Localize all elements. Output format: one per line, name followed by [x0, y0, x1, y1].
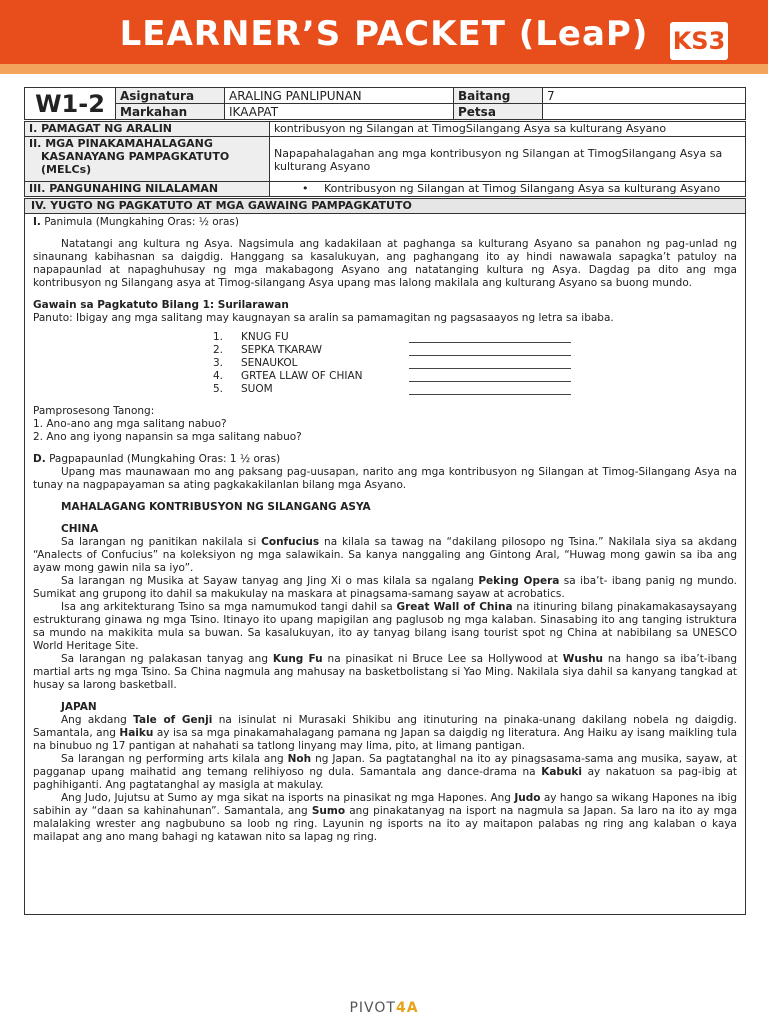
markahan-value: IKAAPAT: [225, 104, 454, 120]
baitang-label: Baitang: [454, 88, 543, 104]
japan-paragraph: Ang akdang Tale of Genji na isinulat ni Murasaki Shikibu ang itinuturing na pinaka-unang dakilang nobela ng daigdig. Samantala, ang Haiku ay isa sa mga pinakamahalagang pamana ng Japan sa daigdig ng literatura. Ang Haiku ay isang maikling tula na binubuo ng 17 pantigan at nahahati sa tatlong linyang may lima, pito, at limang pantigan.: [33, 714, 737, 752]
intro-paragraph: Natatangi ang kultura ng Asya. Nagsimula ang kadakilaan at paghanga sa kulturang Asyano sa panahon ng pag-unlad ng sinaunang kabihasnan sa daigdig. Hanggang sa kasalukuyan, ang paghangang ito ay hindi nawawala sapagka’t patuloy na napapaunlad at napaghuhusay ng mga makabagong Asyano ang natatanging kultura ng Asya. Dagdag pa dito ang mga kontribusyon ng Silangang asya at Timog-silangang Asya upang mas lalong makilala ang kulturang Asyano sa buong mundo.: [33, 238, 737, 289]
china-paragraph: Sa larangan ng palakasan tanyag ang Kung Fu na pinasikat ni Bruce Lee sa Hollywood at Wushu na hango sa iba’t-ibang martial arts ng mga Tsino. Sa China nagmula ang mahusay na basketbolistang si Yao Ming. Nakilala siya dahil sa kanyang tangkad at husay sa larong basketball.: [33, 653, 738, 691]
japan-paragraph: Sa larangan ng performing arts kilala ang Noh ng Japan. Sa pagtatanghal na ito ay pinagsasama-sama ang musika, sayaw, at pagganap upang maihatid ang temang relihiyoso ng dula. Samantala ang dance-drama na Kabuki ay nakatuon sa pag-ibig at paghihiganti. Ang pagtatanghal ay masigla at makulay.: [33, 753, 738, 791]
panuto-text: Panuto: Ibigay ang mga salitang may kaugnayan sa aralin sa pamamagitan ng pagsasaayos ng letra sa ibaba.: [33, 312, 614, 324]
petsa-value: [543, 104, 746, 120]
banner-stripe: [0, 64, 768, 74]
melcs-value: Napapahalagahan ang mga kontribusyon ng Silangan at TimogSilangang Asya sa kulturang Asyano: [270, 137, 746, 182]
pagpapaunlad-heading: [33, 453, 737, 466]
item-word: GRTEA LLAW OF CHIAN: [241, 370, 363, 382]
item-word: KNUG FU: [241, 331, 289, 343]
item-number: 1.: [213, 331, 224, 343]
list-item: [213, 357, 737, 370]
china-paragraph: Sa larangan ng Musika at Sayaw tanyag ang Jing Xi o mas kilala sa ngalang Peking Opera sa iba’t- ibang panig ng mundo. Sumikat ang grupong ito dahil sa makukulay na maskara at pinagsama-samang sayaw at acrobatics.: [33, 575, 738, 600]
pamagat-value: kontribusyon ng Silangan at TimogSilangang Asya sa kulturang Asyano: [270, 122, 746, 137]
asignatura-value: ARALING PANLIPUNAN: [225, 88, 454, 104]
answer-blank[interactable]: [409, 370, 571, 382]
header-table: [24, 87, 746, 120]
panimula-text: Panimula (Mungkahing Oras: ½ oras): [44, 216, 239, 228]
item-number: 2.: [213, 344, 224, 356]
item-number: 5.: [213, 383, 224, 395]
yugto-content: [25, 214, 745, 844]
pamprosesong-title: Pamprosesong Tanong:: [33, 405, 155, 417]
pagpapaunlad-paragraph: Upang mas maunawaan mo ang paksang pag-uusapan, narito ang mga kontribusyon ng Silangan at Timog-Silangang Asya na tunay na nagpapayaman sa ating pagkakakilanlan bilang mga Asyano.: [33, 466, 737, 491]
gawain-title: Gawain sa Pagkatuto Bilang 1: Surilarawan: [33, 299, 289, 311]
pagpapaunlad-num: D.: [33, 453, 46, 465]
melcs-label: [25, 137, 270, 182]
item-word: SEPKA TKARAW: [241, 344, 323, 356]
list-item: [213, 383, 737, 396]
answer-blank[interactable]: [409, 383, 571, 395]
ks3-badge: KS3: [670, 22, 728, 60]
list-item: [213, 344, 737, 357]
yugto-section: [24, 198, 746, 915]
question-item: 2. Ano ang iyong napansin sa mga salitang nabuo?: [33, 431, 302, 443]
nilalaman-value: [270, 182, 746, 197]
china-paragraph: Sa larangan ng panitikan nakilala si Confucius na kilala sa tawag na “dakilang pilosopo ng Tsina.” Nakilala siya sa akdang “Analects of Confucius” na koleksiyon ng mga salawikain. Sa kanya nanggaling ang Gintong Aral, “Huwag mong gawin sa iba ang ayaw mong gawin nila sa iyo”.: [33, 536, 737, 574]
melcs-label-line-1: II. MGA PINAKAMAHALAGANG: [29, 137, 213, 150]
china-heading: CHINA: [61, 523, 99, 535]
asignatura-label: Asignatura: [116, 88, 225, 104]
answer-blank[interactable]: [409, 331, 571, 343]
japan-paragraph: Ang Judo, Jujutsu at Sumo ay mga sikat na isports na pinasikat ng mga Hapones. Ang Judo ay hango sa wikang Hapones na ibig sabihin ay “daan sa kahinahunan”. Samantala, ang Sumo ang pinakatanyag na isport na nagmula sa Japan. Sa laro na ito ay mga malalaking wrester ang nagbubuno sa loob ng ring. Layunin ng isports na ito ay maitapon palabas ng ring ang kalaban o kaya mailapat ang ano mang bahagi ng katawan nito sa lapag ng ring.: [33, 792, 738, 843]
nilalaman-bullet: •: [302, 182, 309, 195]
leap-banner: [0, 0, 768, 74]
melcs-label-line-2: KASANAYANG PAMPAGKATUTO: [41, 150, 230, 163]
question-item: 1. Ano-ano ang mga salitang nabuo?: [33, 418, 227, 430]
answer-blank[interactable]: [409, 357, 571, 369]
nilalaman-label: III. PANGUNAHING NILALAMAN: [25, 182, 270, 197]
item-word: SENAUKOL: [241, 357, 298, 369]
pamagat-label: I. PAMAGAT NG ARALIN: [25, 122, 270, 137]
china-paragraph: Isa ang arkitekturang Tsino sa mga namumukod tangi dahil sa Great Wall of China na itinuring bilang pinakamakasaysayang estrukturang ginawa ng mga Tsino. Itinayo ito upang mapigilan ang paglusob ng mga kalaban. Sinasabing ito ang tanging istruktura sa mundo na makikita mula sa buwan. Sa kasalukuyan, ito ay tanyag bilang isang tourist spot ng China at nabibilang sa UNESCO World Heritage Site.: [33, 601, 737, 652]
item-number: 3.: [213, 357, 224, 369]
item-word: SUOM: [241, 383, 273, 395]
week-label: W1-2: [25, 88, 116, 120]
japan-heading: JAPAN: [61, 701, 97, 713]
pagpapaunlad-text: Pagpapaunlad (Mungkahing Oras: 1 ½ oras): [49, 453, 281, 465]
item-number: 4.: [213, 370, 224, 382]
panimula-num: I.: [33, 216, 41, 228]
markahan-label: Markahan: [116, 104, 225, 120]
baitang-value: 7: [543, 88, 746, 104]
banner-title: LEARNER’S PACKET (LeaP): [119, 14, 649, 54]
sections-table: [24, 121, 746, 197]
list-item: [213, 331, 737, 344]
mahalagang-heading: MAHALAGANG KONTRIBUSYON NG SILANGANG ASYA: [61, 501, 371, 513]
yugto-title: IV. YUGTO NG PAGKATUTO AT MGA GAWAING PAMPAGKATUTO: [25, 199, 745, 214]
nilalaman-text: Kontribusyon ng Silangan at Timog Silangang Asya sa kulturang Asyano: [324, 182, 721, 195]
petsa-label: Petsa: [454, 104, 543, 120]
scrambled-list: [213, 331, 737, 396]
list-item: [213, 370, 737, 383]
answer-blank[interactable]: [409, 344, 571, 356]
pivot-logo: PIVOT4A: [349, 1000, 419, 1016]
panimula-heading: [33, 216, 737, 229]
melcs-label-line-3: (MELCs): [41, 163, 92, 176]
